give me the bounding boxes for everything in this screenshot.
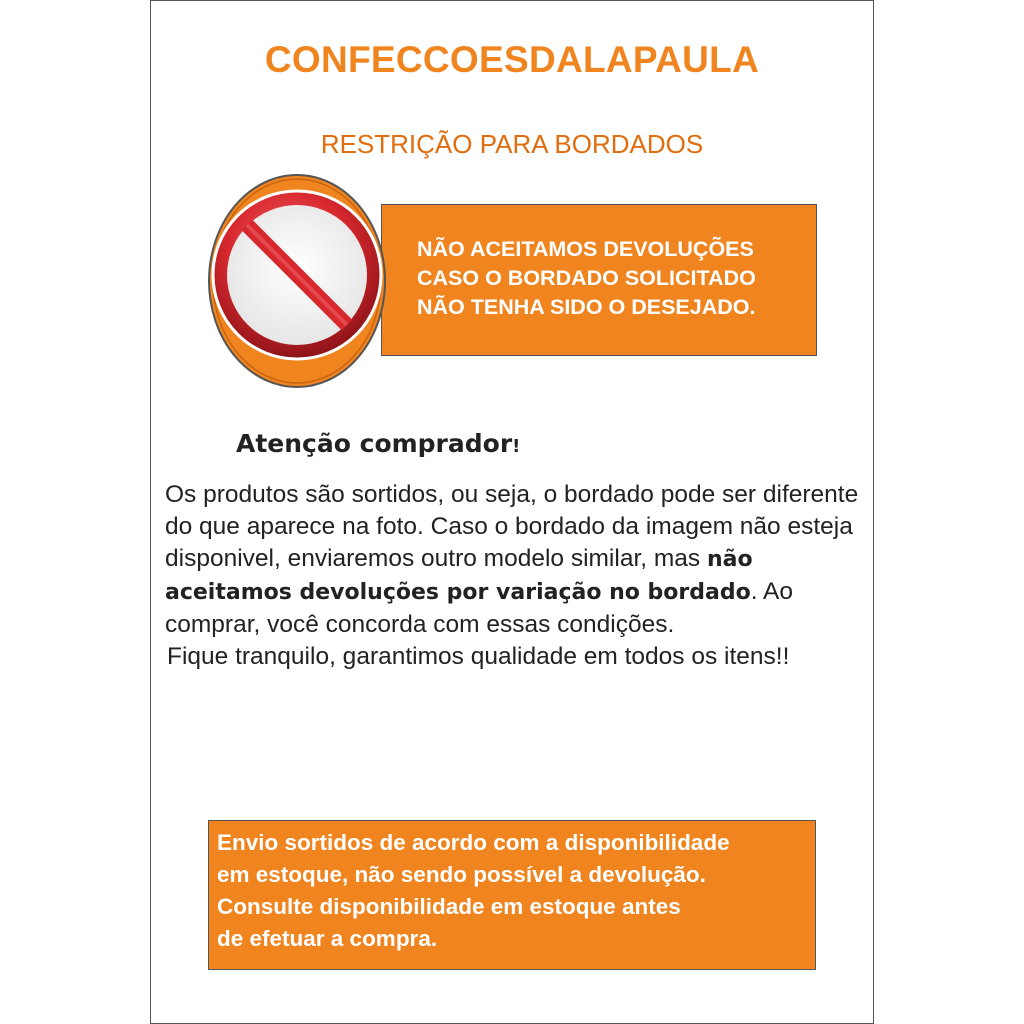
- notice-body: [165, 479, 865, 673]
- shipping-line-2: em estoque, não sendo possível a devolução.: [217, 862, 706, 887]
- attention-heading-mark: !: [512, 436, 521, 457]
- warning-line-3: NÃO TENHA SIDO O DESEJADO.: [417, 295, 756, 319]
- notice-paragraph-2: Fique tranquilo, garantimos qualidade em todos os itens!!: [167, 643, 790, 670]
- warning-banner-text: [417, 235, 812, 322]
- notice-sheet: [150, 0, 874, 1024]
- notice-emphasis: não aceitamos devoluções por variação no bordado: [165, 547, 753, 605]
- warning-line-2: CASO O BORDADO SOLICITADO: [417, 266, 756, 290]
- shipping-line-3: Consulte disponibilidade em estoque antes: [217, 894, 681, 919]
- shipping-notice-text: [217, 827, 730, 955]
- warning-line-1: NÃO ACEITAMOS DEVOLUÇÕES: [417, 237, 754, 261]
- shipping-line-4: de efetuar a compra.: [217, 926, 438, 951]
- attention-heading-text: Atenção comprador: [236, 429, 513, 458]
- brand-title: CONFECCOESDALAPAULA: [264, 39, 760, 80]
- notice-paragraph-1-end: . Ao comprar, você concorda com essas condições.: [165, 578, 793, 638]
- shipping-line-1: Envio sortidos de acordo com a disponibilidade: [217, 830, 730, 855]
- attention-heading: [236, 429, 520, 458]
- warning-banner: [381, 204, 817, 356]
- page-subtitle: RESTRIÇÃO PARA BORDADOS: [320, 129, 704, 159]
- no-entry-sign-icon: [207, 172, 387, 390]
- shipping-notice-box: [208, 820, 816, 970]
- notice-paragraph-1: Os produtos são sortidos, ou seja, o bordado pode ser diferente do que aparece na foto. Caso o bordado da imagem não esteja disponivel, enviaremos outro modelo similar, mas: [165, 481, 859, 572]
